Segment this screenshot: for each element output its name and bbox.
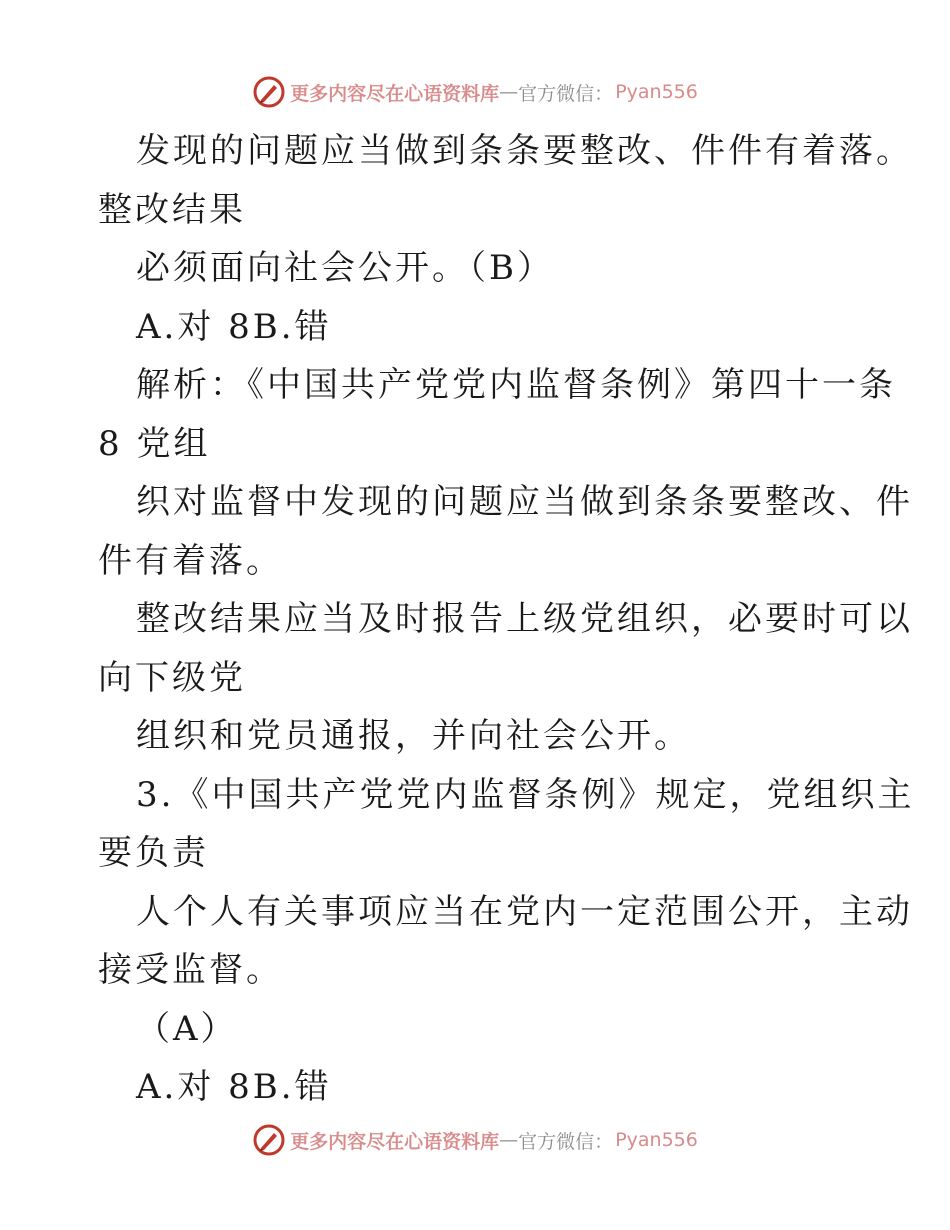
banner-wechat-id: Pyan556	[615, 1129, 698, 1151]
text-line: 必须面向社会公开。（B）	[136, 248, 554, 288]
banner-brand: 更多内容尽在心语资料库	[290, 1130, 500, 1153]
text-line: 组织和党员通报，并向社会公开。	[136, 716, 691, 756]
banner-wechat-id: Pyan556	[615, 81, 698, 103]
banner-separator: —	[499, 1129, 519, 1151]
banner-wechat-label: 官方微信：	[518, 1130, 614, 1153]
text-line: A.对 8B.错	[136, 1067, 332, 1107]
text-line: 发现的问题应当做到条条要整改、件件有着落。	[136, 131, 913, 171]
text-line: 3.《中国共产党党内监督条例》规定，党组织主	[136, 774, 915, 815]
text-line: 要负责	[98, 833, 209, 873]
text-line: 整改结果应当及时报告上级党组织，必要时可以	[136, 599, 913, 639]
text-line: 整改结果	[98, 189, 246, 230]
text-line: 8 党组	[98, 423, 211, 464]
banner-brand: 更多内容尽在心语资料库	[290, 82, 500, 105]
banner-separator: —	[499, 81, 519, 103]
text-line: 件有着落。	[98, 540, 283, 581]
header-banner	[0, 72, 950, 112]
text-line: 织对监督中发现的问题应当做到条条要整改、件	[136, 482, 913, 522]
banner-wechat-label: 官方微信：	[518, 82, 614, 105]
footer-banner	[0, 1120, 950, 1160]
text-line: A.对 8B.错	[136, 306, 332, 347]
text-line: 解析：《中国共产党党内监督条例》第四十一条	[136, 365, 896, 405]
text-line: 向下级党	[98, 657, 246, 698]
pen-logo-icon	[252, 1123, 286, 1157]
document-body	[98, 122, 915, 1117]
text-line: 接受监督。	[98, 950, 283, 990]
text-line: （A）	[136, 1008, 238, 1049]
text-line: 人个人有关事项应当在党内一定范围公开，主动	[136, 891, 913, 932]
pen-logo-icon	[252, 75, 286, 109]
